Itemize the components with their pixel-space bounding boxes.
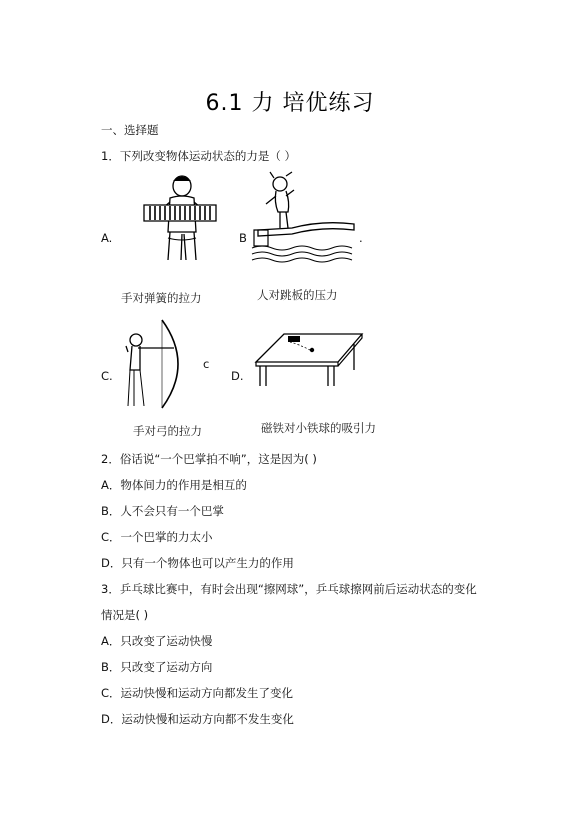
q3-option-d: D．运动快慢和运动方向都不发生变化 xyxy=(101,712,294,726)
section-heading: 一、选择题 xyxy=(101,123,159,137)
q3-option-a: A．只改变了运动快慢 xyxy=(101,634,213,648)
page-title: 6.1 力 培优练习 xyxy=(205,91,375,116)
question-2-stem: 2．俗话说“一个巴掌拍不响”，这是因为( ) xyxy=(101,452,317,466)
q1-option-b-trailing-dot: . xyxy=(359,231,363,245)
q1-option-c-label: C. xyxy=(101,369,113,383)
q3-option-b: B．只改变了运动方向 xyxy=(101,660,213,674)
q1-stray-mark: c xyxy=(203,357,210,371)
archer-drawing-bow-icon xyxy=(124,318,186,410)
q1-caption-b: 人对跳板的压力 xyxy=(257,288,338,302)
man-pulling-spring-icon xyxy=(138,172,222,266)
diver-on-springboard-icon xyxy=(252,172,362,266)
q1-option-d-label: D. xyxy=(231,369,244,383)
magnet-attracting-ball-icon xyxy=(254,330,364,390)
q2-option-d: D．只有一个物体也可以产生力的作用 xyxy=(101,556,294,570)
q1-caption-c: 手对弓的拉力 xyxy=(133,424,202,438)
question-3-stem-line2: 情况是( ) xyxy=(101,608,149,622)
q1-caption-d: 磁铁对小铁球的吸引力 xyxy=(261,421,376,435)
q2-option-a: A．物体间力的作用是相互的 xyxy=(101,478,247,492)
q1-caption-a: 手对弹簧的拉力 xyxy=(121,291,202,305)
q1-option-b-label: B xyxy=(239,231,247,245)
q2-option-b: B．人不会只有一个巴掌 xyxy=(101,504,224,518)
q1-option-a-label: A. xyxy=(101,231,113,245)
question-3-stem-line1: 3．乒乓球比赛中，有时会出现“擦网球”，乒乓球擦网前后运动状态的变化 xyxy=(101,582,477,596)
question-1-stem: 1．下列改变物体运动状态的力是（ ） xyxy=(101,149,296,163)
q2-option-c: C．一个巴掌的力太小 xyxy=(101,530,213,544)
q3-option-c: C．运动快慢和运动方向都发生了变化 xyxy=(101,686,294,700)
